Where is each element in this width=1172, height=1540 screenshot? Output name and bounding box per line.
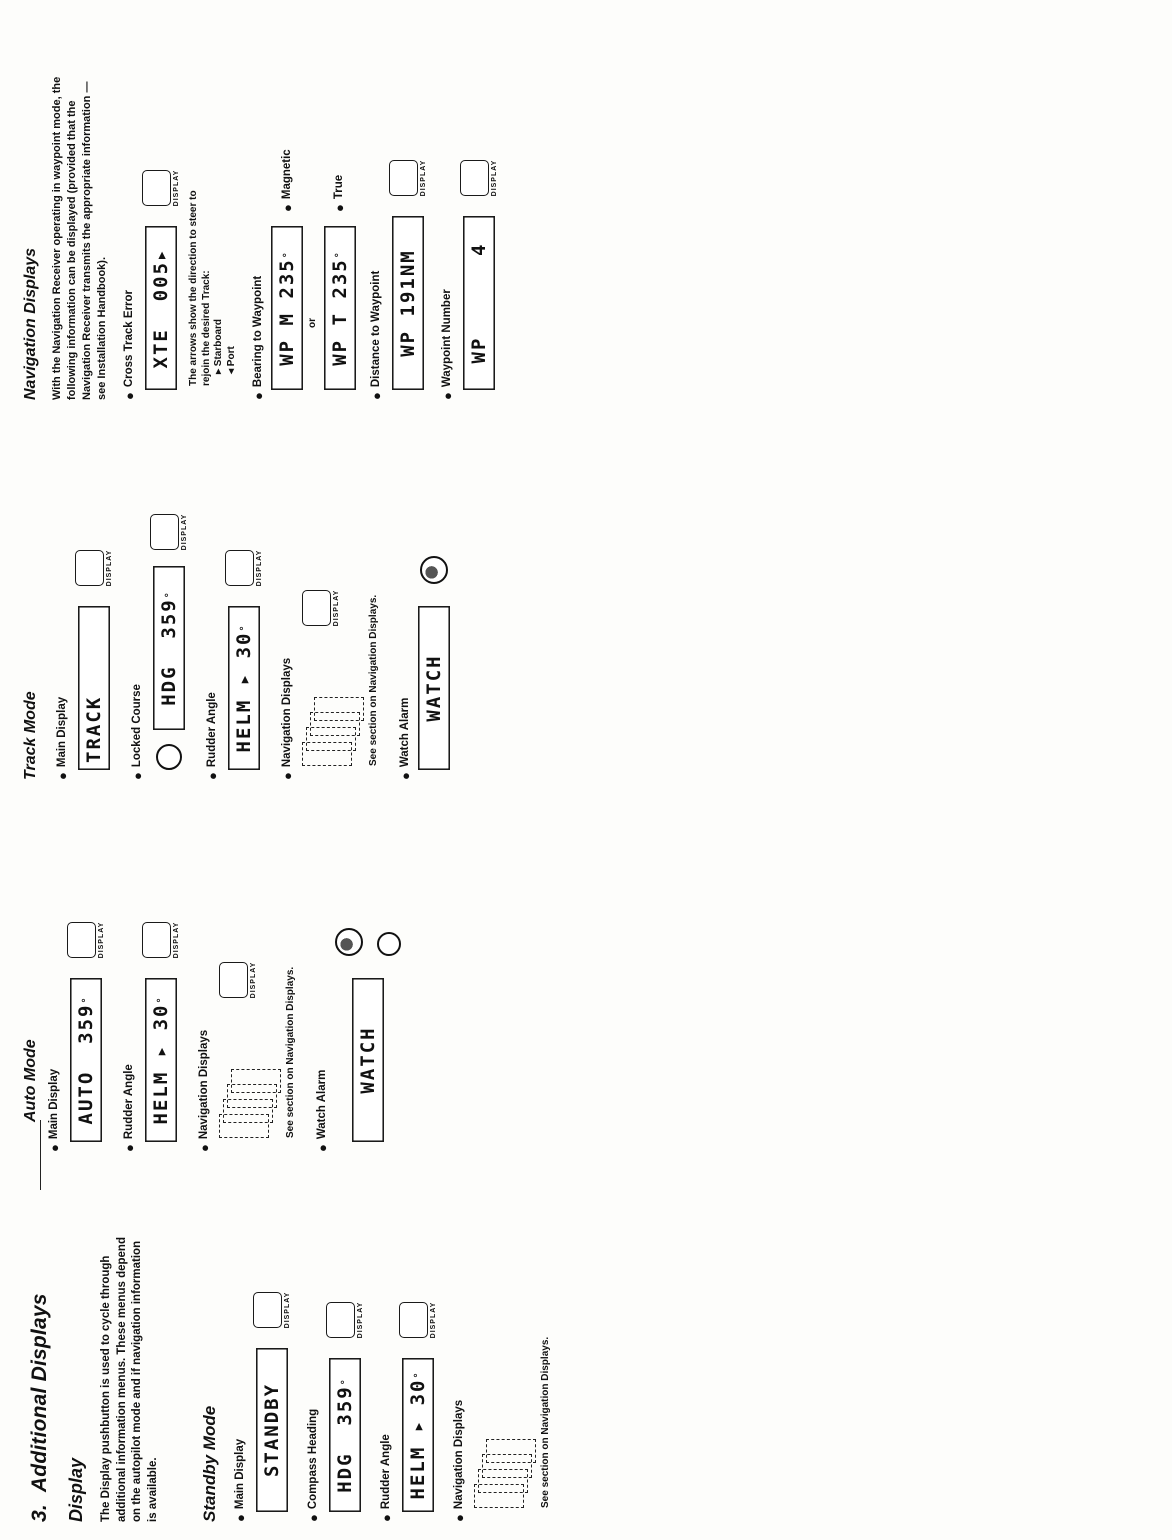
auto-navigation-displays-label: ● Navigation Displays (197, 1029, 212, 1152)
navigation-displays-block (22, 20, 498, 400)
standby-mode-block (200, 1192, 553, 1522)
cross-track-error-label: ● Cross Track Error (122, 289, 138, 400)
bearing-or-label: or (307, 318, 319, 328)
navigation-heading: Navigation Displays (22, 247, 39, 400)
chapter-number: 3. (28, 1504, 51, 1522)
track-mode-block (22, 450, 450, 780)
display-button-label: DISPLAY (357, 1301, 364, 1339)
bearing-true-lcd: WP T 235 ° (324, 226, 356, 390)
track-navigation-stack (302, 646, 360, 766)
bullet-icon: ● (379, 1514, 394, 1522)
display-button-label: DISPLAY (106, 549, 113, 587)
auto-rudder-angle-label: ● Rudder Angle (122, 1064, 137, 1152)
display-button-label: DISPLAY (419, 159, 427, 197)
display-button-body[interactable] (399, 1302, 428, 1338)
auto-main-lcd: AUTO 359 ° (70, 978, 102, 1142)
display-pushbutton[interactable] (219, 960, 257, 1000)
bullet-icon: ● (452, 1514, 467, 1522)
display-button-label: DISPLAY (98, 921, 105, 959)
display-button-body[interactable] (326, 1302, 355, 1338)
stack-screen (486, 1439, 536, 1463)
bullet-icon: ● (130, 772, 145, 780)
track-main-display-label: ● Main Display (55, 696, 70, 780)
display-pushbutton[interactable] (399, 1300, 437, 1340)
waypoint-number-label: ● Waypoint Number (439, 289, 455, 400)
arrow-starboard-note: ▸ Starboard (213, 318, 225, 374)
standby-compass-lcd: HDG 359 ° (329, 1358, 361, 1512)
display-button-label: DISPLAY (173, 169, 181, 207)
arrow-direction-note: The arrows show the direction to steer to rejoin the desired Track: (188, 190, 212, 386)
intro-paragraph: The Display pushbutton is used to cycle through additional information menus. These menus depend on the autopilot mode and if navigation information is available. (100, 1237, 159, 1522)
display-pushbutton[interactable] (75, 548, 113, 588)
display-button-label: DISPLAY (256, 549, 263, 587)
display-pushbutton[interactable] (225, 548, 263, 588)
chapter-header (28, 1222, 161, 1522)
standby-main-display-label: ● Main Display (233, 1438, 248, 1522)
display-pushbutton[interactable] (150, 512, 188, 552)
bullet-icon: ● (279, 204, 295, 212)
alarm-speaker-icon (335, 928, 363, 956)
bearing-to-waypoint-label: ● Bearing to Waypoint (251, 275, 267, 400)
standby-rudder-angle-label: ● Rudder Angle (379, 1434, 394, 1522)
auto-watch-lcd: WATCH (352, 978, 384, 1142)
distance-to-waypoint-lcd: WP 191NM (392, 216, 424, 390)
display-button-body[interactable] (67, 922, 96, 958)
arrow-port-note: ◂ Port (225, 346, 237, 374)
track-main-lcd: TRACK (78, 606, 110, 770)
bullet-icon: ● (439, 392, 455, 400)
waypoint-number-lcd: WP 4 (463, 216, 495, 390)
cross-track-error-lcd: XTE 005▸ (145, 226, 177, 390)
auto-mode-block (22, 822, 401, 1152)
display-button-label: DISPLAY (173, 921, 180, 959)
navigation-intro: With the Navigation Receiver operating in waypoint mode, the following information can be displayed (provided that the Navigation Receiver transmits the appropriate information — see Installation Handbook). (51, 76, 108, 400)
display-button-body[interactable] (389, 160, 418, 196)
bullet-icon: ● (197, 1144, 212, 1152)
display-pushbutton[interactable] (326, 1300, 364, 1340)
display-button-body[interactable] (150, 514, 179, 550)
stack-screen (314, 697, 364, 721)
stack-screen (231, 1069, 281, 1093)
standby-see-section-note: See section on Navigation Displays. (540, 1336, 551, 1508)
track-navigation-displays-label: ● Navigation Displays (280, 657, 295, 780)
standby-main-lcd: STANDBY (256, 1348, 288, 1512)
display-button-label: DISPLAY (181, 513, 188, 551)
auto-watch-alarm-label: ● Watch Alarm (314, 1069, 330, 1152)
track-locked-course-lcd: HDG 359 ° (153, 566, 185, 730)
track-watch-alarm-label: ● Watch Alarm (397, 697, 413, 780)
track-locked-course-label: ● Locked Course (130, 684, 145, 780)
track-see-section-note: See section on Navigation Displays. (368, 594, 379, 766)
display-pushbutton[interactable] (142, 920, 180, 960)
bullet-icon: ● (233, 1514, 248, 1522)
track-rudder-lcd: HELM ▸ 30 ° (228, 606, 260, 770)
bullet-icon: ● (47, 1144, 62, 1152)
display-button-body[interactable] (302, 590, 331, 626)
standby-heading: Standby Mode (200, 1405, 219, 1522)
display-button-label: DISPLAY (490, 159, 498, 197)
standby-navigation-stack (474, 1388, 532, 1508)
display-pushbutton[interactable] (142, 168, 180, 208)
display-button-label: DISPLAY (250, 961, 257, 999)
bearing-true-sublabel: ● True (332, 174, 348, 212)
display-button-body[interactable] (253, 1292, 282, 1328)
display-pushbutton[interactable] (302, 588, 340, 628)
display-button-body[interactable] (460, 160, 489, 196)
track-watch-lcd: WATCH (418, 606, 450, 770)
auto-main-display-label: ● Main Display (47, 1068, 62, 1152)
display-button-body[interactable] (142, 170, 171, 206)
section-title: Display (66, 1457, 86, 1522)
bullet-icon: ● (332, 204, 348, 212)
display-button-body[interactable] (142, 922, 171, 958)
display-button-label: DISPLAY (284, 1291, 291, 1329)
distance-to-waypoint-label: ● Distance to Waypoint (368, 270, 384, 400)
standby-navigation-displays-label: ● Navigation Displays (452, 1399, 467, 1522)
standby-compass-heading-label: ● Compass Heading (306, 1408, 321, 1522)
display-pushbutton[interactable] (460, 158, 498, 198)
display-button-label: DISPLAY (333, 589, 340, 627)
standby-rudder-lcd: HELM ▸ 30 ° (402, 1358, 434, 1512)
bearing-magnetic-lcd: WP M 235 ° (271, 226, 303, 390)
bullet-icon: ● (314, 1144, 330, 1152)
bullet-icon: ● (205, 772, 220, 780)
bullet-icon: ● (397, 772, 413, 780)
auto-navigation-stack (219, 1018, 277, 1138)
alarm-speaker-icon (377, 932, 401, 956)
bullet-icon: ● (122, 1144, 137, 1152)
display-pushbutton[interactable] (67, 920, 105, 960)
bullet-icon: ● (122, 392, 138, 400)
display-pushbutton[interactable] (253, 1290, 291, 1330)
auto-see-section-note: See section on Navigation Displays. (285, 966, 296, 1138)
alarm-speaker-icon (420, 556, 448, 584)
bullet-icon: ● (306, 1514, 321, 1522)
bullet-icon: ● (55, 772, 70, 780)
bullet-icon: ● (280, 772, 295, 780)
auto-rudder-lcd: HELM ▸ 30 ° (145, 978, 177, 1142)
auto-heading: Auto Mode (22, 1039, 39, 1122)
chapter-title: Additional Displays (28, 1293, 51, 1493)
display-pushbutton[interactable] (389, 158, 427, 198)
track-heading: Track Mode (22, 691, 39, 780)
alarm-speaker-icon (156, 744, 182, 770)
display-button-body[interactable] (75, 550, 104, 586)
track-rudder-angle-label: ● Rudder Angle (205, 692, 220, 780)
bullet-icon: ● (368, 392, 384, 400)
display-button-label: DISPLAY (430, 1301, 437, 1339)
bearing-magnetic-sublabel: ● Magnetic (279, 149, 295, 212)
display-button-body[interactable] (219, 962, 248, 998)
display-button-body[interactable] (225, 550, 254, 586)
bullet-icon: ● (251, 392, 267, 400)
